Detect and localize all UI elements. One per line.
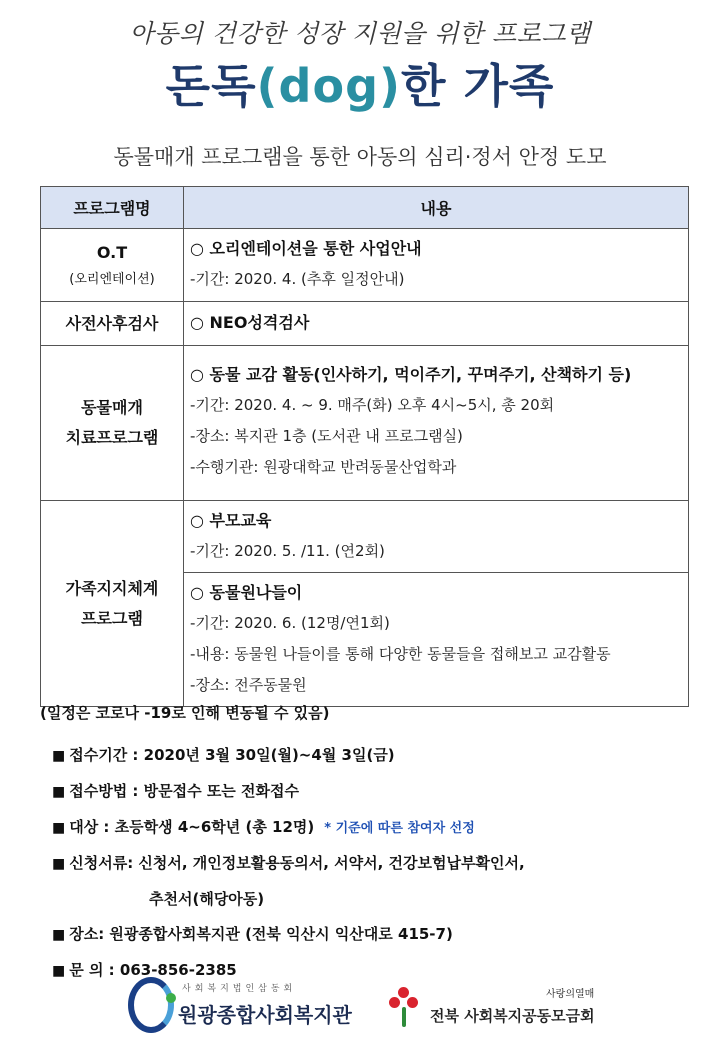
row-name-cell [41,229,184,302]
info-target-note: * 기준에 따른 참여자 선정 [324,821,475,836]
row-heading: ○ NEO성격검사 [190,312,310,332]
program-table [40,186,689,707]
row-detail: -기간: 2020. 6. (12명/연1회) [190,614,390,632]
row-heading: ○ 동물원나들이 [190,583,303,602]
row-name-cell [41,501,184,707]
row-name: 사전사후검사 [65,313,159,333]
row-name: 가족지지체계 [65,578,159,598]
row-name: O.T [96,243,128,263]
square-bullet-icon: ■ [52,784,66,800]
row-detail: -장소: 복지관 1층 (도서관 내 프로그램실) [190,427,463,445]
info-list [52,738,692,989]
logo-left-small: 사회복지법인삼동회 [182,984,297,994]
info-documents [52,846,692,882]
info-method [52,774,692,810]
row-detail: -내용: 동물원 나들이를 통해 다양한 동물들을 접해보고 교감활동 [190,645,611,663]
table-row-therapy [41,346,689,501]
row-detail: -기간: 2020. 4. ~ 9. 매주(화) 오후 4시~5시, 총 20회 [190,396,555,414]
square-bullet-icon: ■ [52,748,66,764]
program-subtitle: 아동의 건강한 성장 지원을 위한 프로그램 [129,19,591,48]
square-bullet-icon: ■ [52,820,66,836]
logo-left-name: 원광종합사회복지관 [178,1003,352,1027]
red-fruit-icon [398,987,409,998]
row-content-cell [184,501,689,573]
ring-logo-icon [128,977,174,1033]
wonkwang-welfare-logo [128,975,368,1035]
program-tagline: 동물매개 프로그램을 통한 아동의 심리·정서 안정 도모 [113,145,607,169]
table-row-test [41,302,689,346]
schedule-notice: (일정은 코로나 -19로 인해 변동될 수 있음) [40,704,330,722]
header-content: 내용 [184,187,689,229]
red-fruit-icon [407,997,418,1008]
info-target-text: 대상 : 초등학생 4~6학년 (총 12명) [69,818,315,836]
row-content-cell [184,302,689,346]
info-period [52,738,692,774]
square-bullet-icon: ■ [52,963,66,979]
info-place [52,917,692,953]
red-fruit-icon [389,997,400,1008]
row-content-cell [184,346,689,501]
row-content-cell [184,573,689,707]
row-detail: -수행기관: 원광대학교 반려동물산업학과 [190,458,457,476]
row-content-cell [184,229,689,302]
green-stem-icon [402,1007,406,1027]
row-name-sub: (오리엔테이션) [69,271,155,287]
title-part1: 돈독 [165,59,257,113]
row-name-sub: 프로그램 [81,608,143,628]
info-method-text: 접수방법 : 방문접수 또는 전화접수 [69,782,299,800]
info-documents-cont: 추천서(해당아동) [149,890,265,908]
program-title [0,50,720,116]
row-name-cell [41,302,184,346]
title-part2: 한 가족 [401,59,555,113]
square-bullet-icon: ■ [52,927,66,943]
info-contact-text: 문 의 : 063-856-2385 [69,961,237,979]
logo-right-name: 전북 사회복지공동모금회 [430,1007,595,1025]
table-row-family-parent [41,501,689,573]
row-detail: -기간: 2020. 4. (추후 일정안내) [190,270,405,288]
row-heading: ○ 부모교육 [190,511,272,530]
info-place-text: 장소: 원광종합사회복지관 (전북 익산시 익산대로 415-7) [69,925,453,943]
row-name-cell [41,346,184,501]
row-name: 동물매개 [81,398,143,418]
community-chest-logo [386,985,606,1035]
info-target [52,810,692,846]
info-period-text: 접수기간 : 2020년 3월 30일(월)~4월 3일(금) [69,746,395,764]
row-heading: ○ 오리엔테이션을 통한 사업안내 [190,239,422,258]
row-detail: -장소: 전주동물원 [190,676,307,694]
table-header-row [41,187,689,229]
green-dot-icon [166,993,176,1003]
title-dog: (dog) [256,59,402,113]
square-bullet-icon: ■ [52,856,66,872]
row-name-sub: 치료프로그램 [65,428,159,447]
info-documents-text: 신청서류: 신청서, 개인정보활용동의서, 서약서, 건강보험납부확인서, [69,854,525,872]
logo-right-small: 사랑의열매 [546,989,595,1000]
header-program-name: 프로그램명 [41,187,184,229]
row-detail: -기간: 2020. 5. /11. (연2회) [190,542,385,560]
row-heading: ○ 동물 교감 활동(인사하기, 먹이주기, 꾸며주기, 산책하기 등) [190,365,632,384]
table-row-ot [41,229,689,302]
